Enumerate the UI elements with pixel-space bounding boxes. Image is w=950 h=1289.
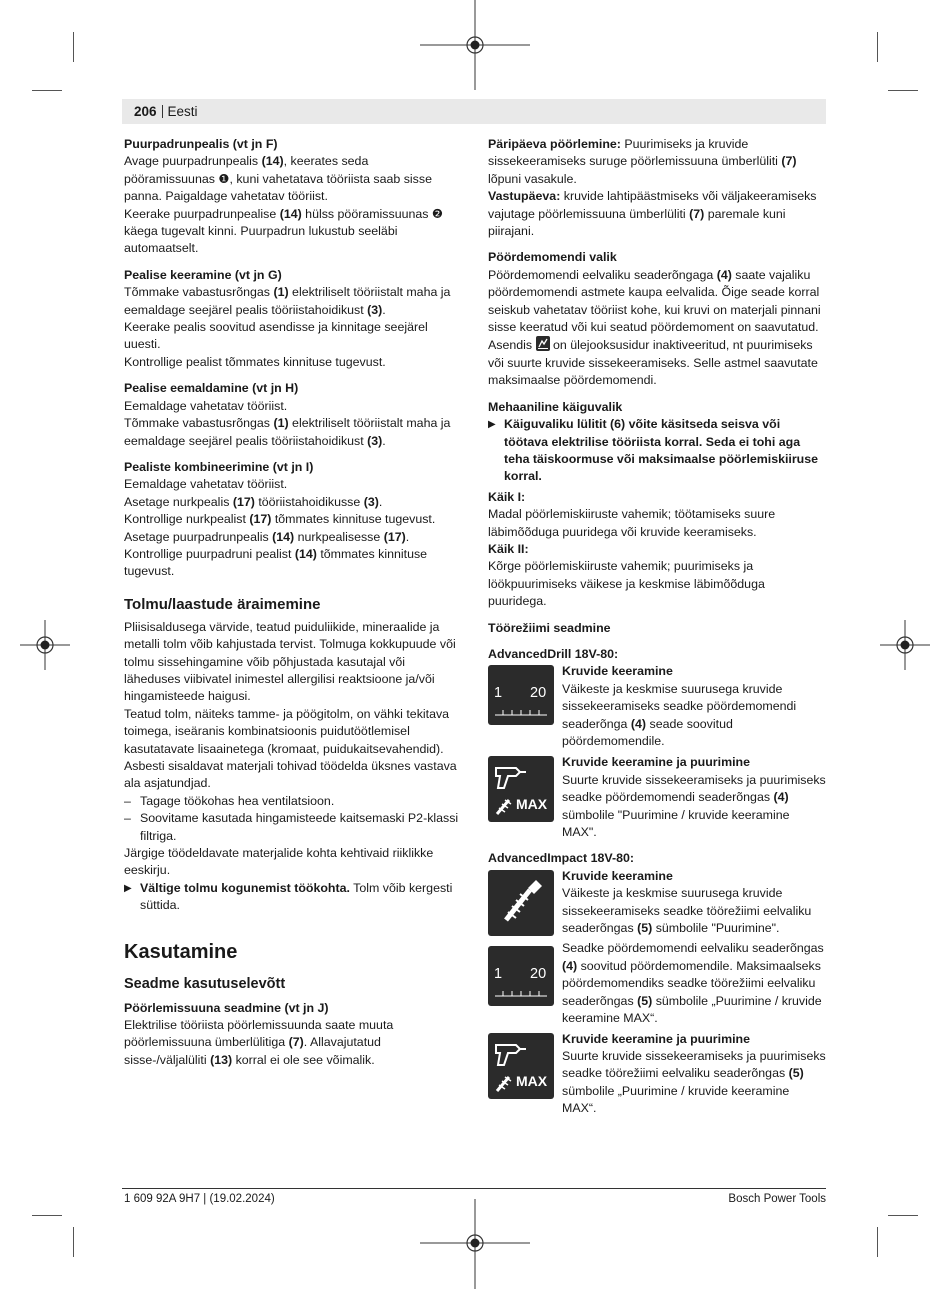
drill-icon: MAX [488,1033,554,1099]
section-title: Pöörlemissuuna seadmine (vt jn J) [124,1000,329,1015]
footer-rule [122,1188,826,1189]
paragraph: Madal pöörlemiskiiruste vahemik; töötamiseks suure läbimõõduga puuridega või kruvide keeramiseks. [488,507,776,539]
gear-title: Käik I: [488,489,526,504]
paragraph: Väikeste ja keskmise suurusega kruvide sissekeeramiseks seadke töörežiimi eelvaliku seaderõngas (5) sümbolile "Puurimine". [562,886,812,936]
mode-title: Kruvide keeramine [562,868,673,883]
paragraph: Kontrollige pealist tõmmates kinnituse tugevust. [124,354,386,369]
list-item: – Soovitame kasutada hingamisteede kaitsemaski P2-klassi filtriga. [124,811,459,843]
paragraph: Keerake puurpadrunpealise (14) hülss pööramissuunas ❷ käega tugevalt kinni. Puurpadrun lukustub seeläbi automaatselt. [124,206,444,256]
mode-entry [488,663,826,750]
paragraph: Tõmmake vabastusrõngas (1) elektriliselt tööriistalt maha ja eemaldage seejärel pealis tööriistahoidikust (3). [124,416,451,448]
paragraph: Kontrollige nurkpealist (17) tõmmates kinnituse tugevust. [124,512,436,527]
crop-mark [32,90,62,91]
section-title: Pealise eemaldamine (vt jn H) [124,381,299,396]
paragraph: Eemaldage vahetatav tööriist. [124,398,288,413]
paragraph: Väikeste ja keskmise suurusega kruvide sissekeeramiseks seadke pöördemomendi seaderõnga (4) seade soovitud pöördemomendile. [562,681,797,748]
page-header [134,103,198,120]
registration-mark-icon [880,620,930,670]
section-heading: Tolmu/laastude äraimemine [124,595,321,613]
arrow-icon: ▶ [488,419,496,431]
paragraph: Elektrilise tööriista pöörlemissuunda saate muuta pöörlemissuuna ümberlülitiga (7). Allavajutatud sisse-/väljalüliti (13) korral ei ole see võimalik. [124,1018,394,1067]
footer-doc-id: 1 609 92A 9H7 | (19.02.2024) [124,1193,275,1205]
header-separator [162,105,163,118]
mode-title: Kruvide keeramine [562,664,673,679]
arrow-icon: ▶ [124,882,132,894]
paragraph: Järgige töödeldavate materjalide kohta kehtivaid riiklikke eeskirju. [124,846,434,878]
paragraph: Kõrge pöörlemiskiiruste vahemik; puurimiseks ja löökpuurimiseks väikese ja keskmise läbimõõduga puuridega. [488,559,765,609]
crop-mark [888,1215,918,1216]
section-title: Pealise keeramine (vt jn G) [124,267,282,282]
right-column [488,136,826,1118]
paragraph: Suurte kruvide sissekeeramiseks ja puurimiseks seadke töörežiimi eelvaliku seaderõngas (5) sümbolile „Puurimine / kruvide keeramine MAX“. [562,1048,826,1116]
mode-entry [488,940,826,1027]
section-title: Puurpadrunpealis (vt jn F) [124,137,278,151]
paragraph: Asetage nurkpealis (17) tööriistahoidikusse (3). [124,494,383,509]
mode-entry [488,1031,826,1118]
model-label: AdvancedDrill 18V-80: [488,646,619,661]
gear-title: Käik II: [488,541,529,556]
crop-mark [73,32,74,62]
paragraph: Asetage puurpadrunpealis (14) nurkpealisesse (17). [124,529,410,544]
crop-mark [877,32,878,62]
crop-mark [888,90,918,91]
section-title: Mehaaniline käiguvalik [488,399,623,414]
section-title: Pealiste kombineerimine (vt jn I) [124,459,314,474]
mode-title: Kruvide keeramine ja puurimine [562,1031,750,1046]
clutch-off-icon [536,336,550,351]
paragraph: Päripäeva pöörlemine: Puurimiseks ja kruvide sissekeeramiseks suruge pöörlemissuuna ümberlüliti (7) lõpuni vasakule. [488,137,797,186]
header-language: Eesti [167,104,198,119]
list-item: – Tagage töökohas hea ventilatsioon. [124,793,335,808]
torque-dial-icon: 1 20 [488,665,554,725]
paragraph: Avage puurpadrunpealis (14), keerates seda pööramissuunas ❶, kuni vahetatava tööriista saab sisse panna. Paigaldage vahetatav tööriist. [124,154,432,204]
crop-mark [877,1227,878,1257]
warning-item: ▶ Käiguvaliku lülitit (6) võite käsitseda seisva või töötava elektrilise tööriista korral. Seda ei tohi aga teha täiskoormuse või maksimaalse pöörlemiskiiruse korral. [488,417,819,484]
paragraph: Seadke pöördemomendi eelvaliku seaderõngas (4) soovitud pöördemomendile. Maksimaalseks pöördemomendiks seadke töörežiimi eelvaliku seaderõngas (5) sümbolile „Puurimine / kruvide keeramine MAX“. [562,941,824,1026]
section-heading: Seadme kasutuselevõtt [124,975,286,992]
paragraph: Vastupäeva: kruvide lahtipäästmiseks või väljakeeramiseks vajutage pöörlemissuuna ümberlüliti (7) paremale kuni piirajani. [488,189,817,239]
registration-mark-icon [420,1199,530,1289]
model-label: AdvancedImpact 18V-80: [488,851,634,866]
page-header-bar [122,99,826,124]
drill-icon: MAX [488,756,554,822]
crop-mark [73,1227,74,1257]
paragraph: Suurte kruvide sissekeeramiseks ja puurimiseks seadke pöördemomendi seaderõngas (4) sümbolile "Puurimine / kruvide keeramine MAX". [562,772,826,840]
mode-title: Kruvide keeramine ja puurimine [562,755,750,770]
footer-brand: Bosch Power Tools [728,1193,826,1205]
registration-mark-icon [20,620,70,670]
paragraph: Tõmmake vabastusrõngas (1) elektriliselt tööriistalt maha ja eemaldage seejärel pealis tööriistahoidikust (3). [124,285,451,317]
paragraph: Eemaldage vahetatav tööriist. [124,477,288,492]
crop-mark [32,1215,62,1216]
page-number: 206 [134,104,157,119]
screw-icon [488,870,554,936]
torque-dial-icon: 1 20 [488,946,554,1006]
mode-entry [488,754,826,841]
paragraph: Teatud tolm, näiteks tamme- ja pöögitolm, on vähki tekitava toimega, iseäranis kombinatsioonis puidutöötlemisel kasutatavate lisaainetega (kromaat, puidukaitsevahendid). Asbesti sisaldavat materjali tohivad töödelda üksnes vastava ala asjatundjad. [124,706,457,791]
chapter-heading: Kasutamine [124,940,238,963]
registration-mark-icon [420,0,530,90]
section-title: Pöördemomendi valik [488,250,617,265]
paragraph: Keerake pealis soovitud asendisse ja kinnitage seejärel uuesti. [124,320,428,352]
mode-entry [488,868,826,938]
left-column [124,136,462,1069]
paragraph: Pliisisaldusega värvide, teatud puiduliikide, mineraalide ja metalli tolm võib kahjustada tervist. Tolmuga kokkupuude või tolmu sissehingamine võib põhjustada kasutajal või läheduses viibivatel inimestel allergilisi reaktsioone ja/või hingamisteede haigusi. [124,619,456,704]
section-title: Töörežiimi seadmine [488,620,611,635]
warning-item: ▶ Vältige tolmu kogunemist töökohta. Tolm võib kergesti süttida. [124,880,453,913]
paragraph: Kontrollige puurpadruni pealist (14) tõmmates kinnituse tugevust. [124,546,428,579]
paragraph: Pöördemomendi eelvaliku seaderõngaga (4) saate vajaliku pöördemomendi astmete kaupa eelvalida. Õige seade korral seiskub vahetatav tööriist kohe, kui kruvi on materjali pinnani sisse keeratud või kui seatud pöördemoment on saavutatud. Asendis on ülejooksusidur inaktiveeritud, nt puurimiseks või suurte kruvide sissekeeramiseks. Selle astmel saavutate maksimaalse pöördemomendi. [488,267,821,388]
